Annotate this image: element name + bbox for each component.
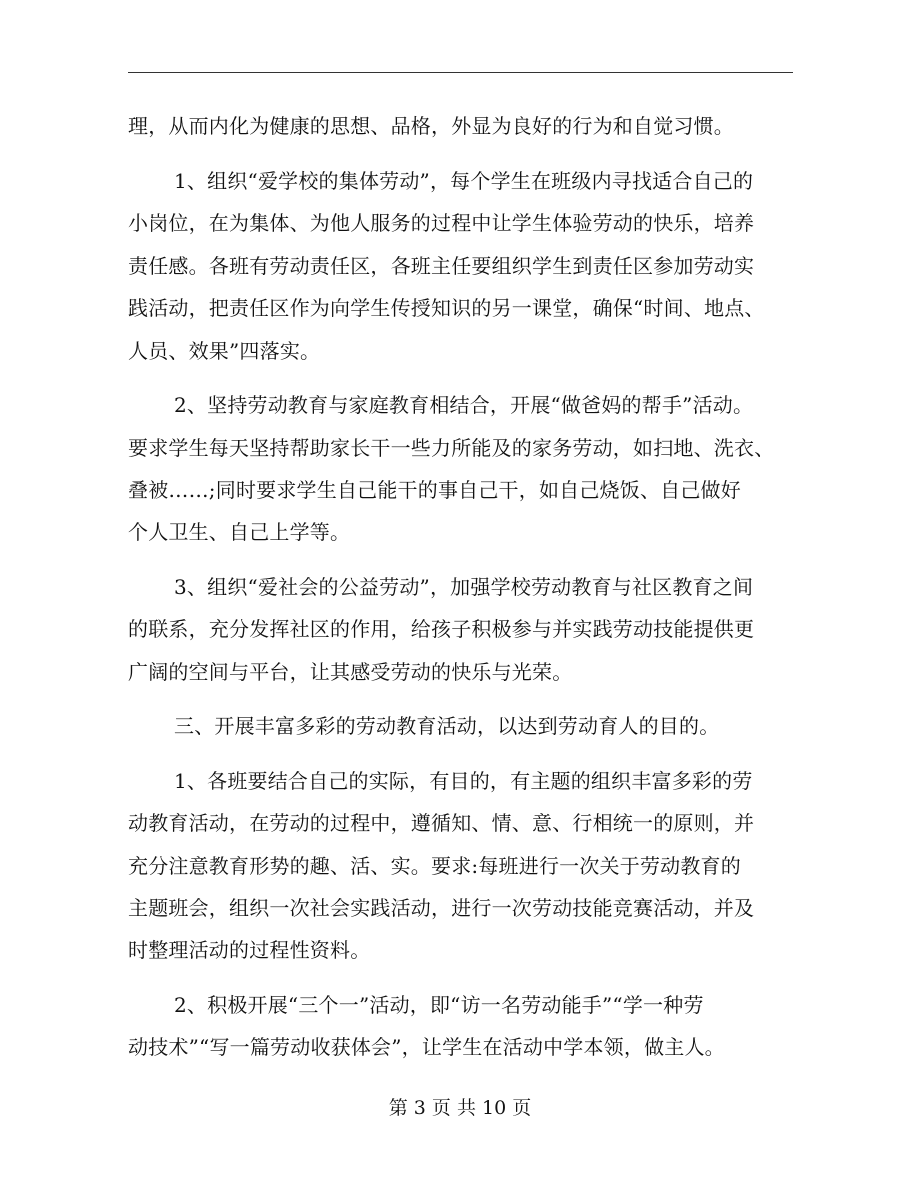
- text-line: 动技术”“写一篇劳动收获体会”，让学生在活动中学本领，做主人。: [128, 1035, 725, 1059]
- text-line: 充分注意教育形势的趣、活、实。要求:每班进行一次关于劳动教育的: [128, 854, 741, 878]
- text-line: 时整理活动的过程性资料。: [128, 938, 371, 962]
- text-line: 责任感。各班有劳动责任区，各班主任要组织学生到责任区参加劳动实: [128, 254, 755, 278]
- text-line: 动教育活动，在劳动的过程中，遵循知、情、意、行相统一的原则，并: [128, 811, 755, 835]
- text-line: 人员、效果”四落实。: [128, 339, 321, 363]
- text-line: 主题班会，组织一次社会实践活动，进行一次劳动技能竞赛活动，并及: [128, 896, 755, 920]
- text-line: 叠被……;同时要求学生自己能干的事自己干，如自己烧饭、自己做好: [128, 478, 741, 502]
- text-line: 践活动，把责任区作为向学生传授知识的另一课堂，确保“时间、地点、: [128, 296, 765, 320]
- text-line: 要求学生每天坚持帮助家长干一些力所能及的家务劳动，如扫地、洗衣、: [128, 436, 775, 460]
- text-line: 的联系，充分发挥社区的作用，给孩子积极参与并实践劳动技能提供更: [128, 617, 755, 641]
- section-heading: 三、开展丰富多彩的劳动教育活动，以达到劳动育人的目的。: [174, 714, 720, 738]
- text-line: 1、各班要结合自己的实际，有目的，有主题的组织丰富多彩的劳: [174, 769, 753, 793]
- text-line: 广阔的空间与平台，让其感受劳动的快乐与光荣。: [128, 660, 573, 684]
- text-line: 1、组织“爱学校的集体劳动”，每个学生在班级内寻找适合自己的: [174, 169, 754, 193]
- text-line: 3、组织“爱社会的公益劳动”，加强学校劳动教育与社区教育之间: [174, 575, 754, 599]
- header-rule: [128, 72, 793, 73]
- text-line: 个人卫生、自己上学等。: [128, 520, 351, 544]
- text-line: 2、积极开展“三个一”活动，即“访一名劳动能手”“学一种劳: [174, 993, 704, 1017]
- page-number: 第 3 页 共 10 页: [388, 1097, 532, 1119]
- text-line: 2、坚持劳动教育与家庭教育相结合，开展“做爸妈的帮手”活动。: [174, 393, 754, 417]
- text-line: 理，从而内化为健康的思想、品格，外显为良好的行为和自觉习惯。: [128, 114, 734, 138]
- text-line: 小岗位，在为集体、为他人服务的过程中让学生体验劳动的快乐，培养: [128, 211, 755, 235]
